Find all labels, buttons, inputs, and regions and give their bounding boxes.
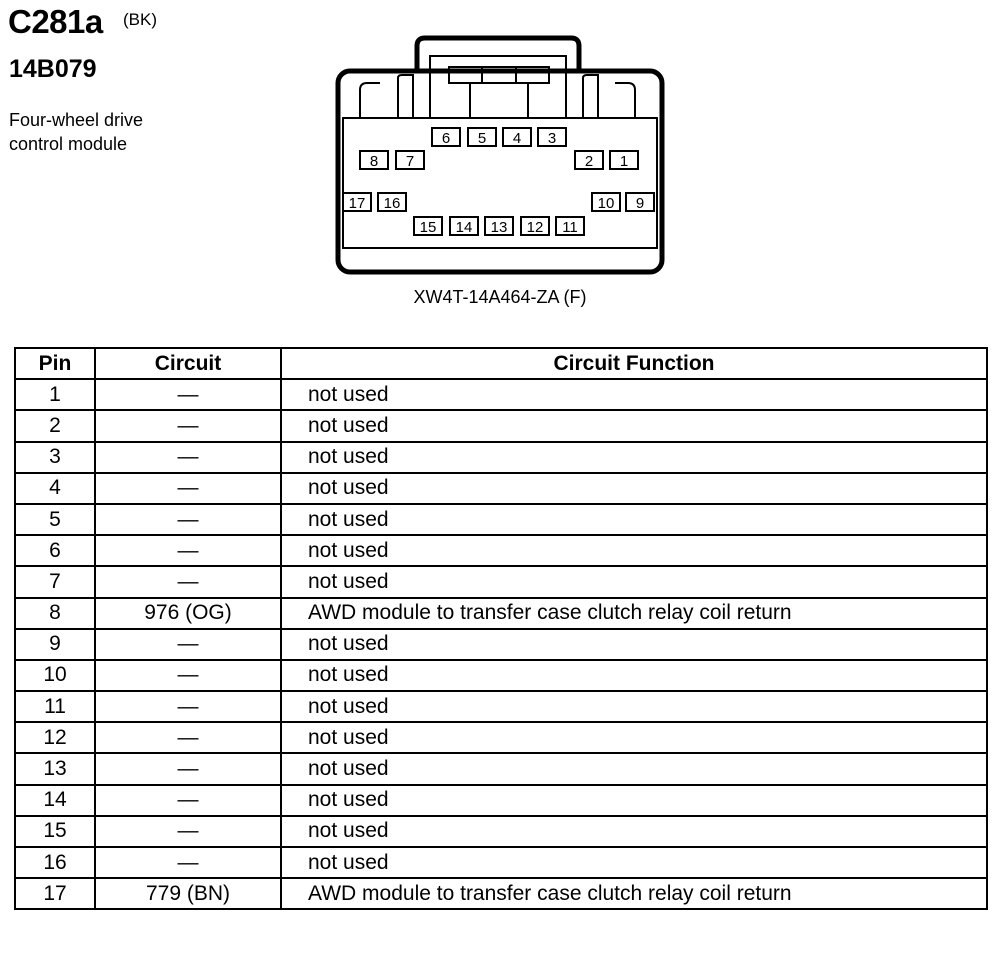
connector-pin — [468, 128, 496, 147]
table-row — [15, 473, 987, 504]
pin-cell: 14 — [15, 785, 95, 816]
connector-id: C281a — [8, 3, 103, 40]
table-row — [15, 847, 987, 878]
pin-number: 2 — [584, 153, 594, 170]
function-cell: not used — [281, 410, 987, 441]
connector-part-label: XW4T-14A464-ZA (F) — [413, 287, 587, 307]
circuit-cell: — — [95, 691, 281, 722]
connector-pin — [503, 128, 531, 147]
pin-cell: 5 — [15, 504, 95, 535]
connector-pin — [432, 128, 460, 147]
table-row — [15, 753, 987, 784]
header-circuit: Circuit — [95, 348, 281, 379]
connector-diagram — [0, 0, 994, 300]
circuit-cell: — — [95, 785, 281, 816]
header-function: Circuit Function — [281, 348, 987, 379]
table-header-row — [15, 348, 987, 379]
connector-pin — [521, 217, 549, 236]
connector-color: (BK) — [123, 10, 157, 29]
function-cell: not used — [281, 535, 987, 566]
pin-number: 3 — [547, 130, 557, 147]
table-row — [15, 504, 987, 535]
connector-pin — [626, 193, 654, 212]
connector-pin — [450, 217, 478, 236]
pin-number: 15 — [419, 219, 437, 236]
circuit-cell: — — [95, 847, 281, 878]
pin-cell: 12 — [15, 722, 95, 753]
module-description: Four-wheel drive control module — [9, 110, 144, 154]
table-row — [15, 816, 987, 847]
connector-pin — [610, 151, 638, 170]
table-row — [15, 535, 987, 566]
pin-number: 8 — [369, 153, 379, 170]
pin-cell: 15 — [15, 816, 95, 847]
pin-number: 10 — [597, 195, 615, 212]
function-cell: not used — [281, 691, 987, 722]
circuit-cell: 976 (OG) — [95, 598, 281, 629]
circuit-cell: — — [95, 379, 281, 410]
table-row — [15, 691, 987, 722]
pin-number: 1 — [619, 153, 629, 170]
circuit-cell: — — [95, 722, 281, 753]
function-cell: not used — [281, 847, 987, 878]
pin-cell: 10 — [15, 660, 95, 691]
circuit-cell: — — [95, 566, 281, 597]
circuit-cell: — — [95, 629, 281, 660]
pin-number: 14 — [455, 219, 473, 236]
connector-pin — [556, 217, 584, 236]
pin-number: 12 — [526, 219, 544, 236]
function-cell: not used — [281, 785, 987, 816]
pin-cell: 7 — [15, 566, 95, 597]
pin-number: 16 — [383, 195, 401, 212]
circuit-cell: — — [95, 410, 281, 441]
function-cell: not used — [281, 566, 987, 597]
pin-number: 6 — [441, 130, 451, 147]
circuit-cell: — — [95, 816, 281, 847]
circuit-cell: — — [95, 442, 281, 473]
pin-cell: 16 — [15, 847, 95, 878]
function-cell: not used — [281, 473, 987, 504]
connector-pin — [360, 151, 388, 170]
pin-number: 5 — [477, 130, 487, 147]
part-number: 14B079 — [9, 55, 97, 83]
table-row — [15, 878, 987, 909]
pin-cell: 6 — [15, 535, 95, 566]
pin-cell: 13 — [15, 753, 95, 784]
function-cell: not used — [281, 442, 987, 473]
connector-pin — [485, 217, 513, 236]
table-row — [15, 410, 987, 441]
pin-number: 7 — [405, 153, 415, 170]
pin-number: 13 — [490, 219, 508, 236]
function-cell: AWD module to transfer case clutch relay coil return — [281, 878, 987, 909]
connector-pin — [396, 151, 424, 170]
pinout-table — [14, 347, 988, 910]
pin-cell: 9 — [15, 629, 95, 660]
connector-pin — [592, 193, 620, 212]
pin-cell: 2 — [15, 410, 95, 441]
function-cell: not used — [281, 753, 987, 784]
table-row — [15, 722, 987, 753]
table-row — [15, 785, 987, 816]
pin-cell: 4 — [15, 473, 95, 504]
connector-pin — [378, 193, 406, 212]
circuit-cell: — — [95, 473, 281, 504]
function-cell: not used — [281, 629, 987, 660]
table-row — [15, 379, 987, 410]
table-row — [15, 629, 987, 660]
circuit-cell: — — [95, 535, 281, 566]
function-cell: not used — [281, 504, 987, 535]
connector-pin — [575, 151, 603, 170]
circuit-cell: — — [95, 660, 281, 691]
pin-number: 4 — [512, 130, 522, 147]
pin-cell: 8 — [15, 598, 95, 629]
table-row — [15, 660, 987, 691]
pin-cell: 3 — [15, 442, 95, 473]
connector-pin — [538, 128, 566, 147]
circuit-cell: — — [95, 504, 281, 535]
table-row — [15, 598, 987, 629]
connector-pin — [343, 193, 371, 212]
table-row — [15, 442, 987, 473]
function-cell: not used — [281, 660, 987, 691]
pin-number: 17 — [348, 195, 366, 212]
connector-pin — [414, 217, 442, 236]
pin-cell: 17 — [15, 878, 95, 909]
function-cell: not used — [281, 379, 987, 410]
pin-cell: 11 — [15, 691, 95, 722]
pin-number: 11 — [562, 219, 578, 236]
header-pin: Pin — [15, 348, 95, 379]
function-cell: not used — [281, 816, 987, 847]
table-row — [15, 566, 987, 597]
pin-cell: 1 — [15, 379, 95, 410]
circuit-cell: 779 (BN) — [95, 878, 281, 909]
circuit-cell: — — [95, 753, 281, 784]
function-cell: not used — [281, 722, 987, 753]
pin-number: 9 — [635, 195, 645, 212]
function-cell: AWD module to transfer case clutch relay coil return — [281, 598, 987, 629]
